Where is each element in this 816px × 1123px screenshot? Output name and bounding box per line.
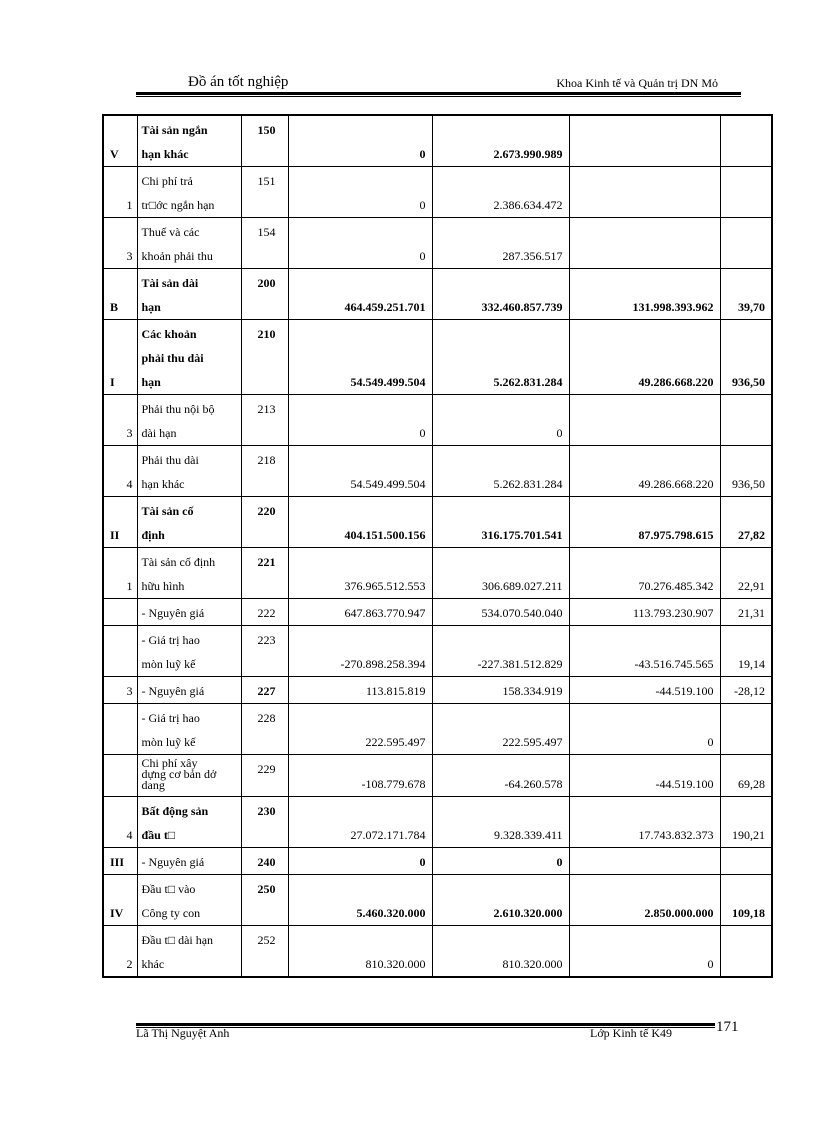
value-c4: 21,31	[720, 599, 772, 626]
row-label-line: Phải thu nội bộ	[141, 402, 215, 416]
row-index: 2	[103, 926, 137, 978]
value-c2: 158.334.919	[432, 677, 569, 704]
row-code: 150	[241, 115, 288, 167]
value-c3: 49.286.668.220	[569, 446, 720, 497]
value-c1: 27.072.171.784	[288, 797, 432, 848]
row-label	[137, 677, 241, 704]
row-code: 210	[241, 320, 288, 395]
value-c4	[720, 926, 772, 978]
row-code: 200	[241, 269, 288, 320]
value-c4	[720, 848, 772, 875]
table-row	[103, 218, 772, 269]
value-c3: -43.516.745.565	[569, 626, 720, 677]
table-row	[103, 548, 772, 599]
value-c4	[720, 218, 772, 269]
row-label-line: Phải thu dài	[141, 453, 199, 467]
row-code: 230	[241, 797, 288, 848]
row-code: 229	[241, 755, 288, 797]
row-label-line: - Giá trị hao	[141, 711, 200, 725]
row-label-line: Tài sản dài	[141, 276, 199, 290]
value-c2: 810.320.000	[432, 926, 569, 978]
value-c4: 109,18	[720, 875, 772, 926]
row-label-line: khác	[141, 957, 165, 971]
value-c3: 113.793.230.907	[569, 599, 720, 626]
row-label-line: dựng cơ bản dở	[141, 767, 217, 781]
table-row	[103, 115, 772, 167]
value-c2: -227.381.512.829	[432, 626, 569, 677]
value-c3: 49.286.668.220	[569, 320, 720, 395]
value-c2: 5.262.831.284	[432, 446, 569, 497]
row-label-line: hạn	[141, 300, 161, 314]
row-index: IV	[103, 875, 137, 926]
row-label	[137, 926, 241, 978]
row-label-line: dang	[141, 778, 165, 792]
value-c3	[569, 115, 720, 167]
value-c4: 39,70	[720, 269, 772, 320]
row-label-line: Chi phí trả	[141, 174, 193, 188]
page-header	[136, 72, 740, 92]
row-index: 3	[103, 395, 137, 446]
value-c1: 0	[288, 848, 432, 875]
row-label-line: Đầu t□ vào	[141, 882, 196, 896]
row-label	[137, 269, 241, 320]
row-label	[137, 755, 241, 797]
row-label-line: Các khoản	[141, 327, 197, 341]
row-code: 154	[241, 218, 288, 269]
value-c3: 87.975.798.615	[569, 497, 720, 548]
row-index	[103, 755, 137, 797]
row-label-line: khoản phải thu	[141, 249, 213, 263]
row-code: 151	[241, 167, 288, 218]
row-index	[103, 626, 137, 677]
value-c4: 19,14	[720, 626, 772, 677]
row-label-line: mòn luỹ kế	[141, 735, 196, 749]
row-label-line: Thuế và các	[141, 225, 200, 239]
value-c1: 647.863.770.947	[288, 599, 432, 626]
header-title: Đồ án tốt nghiệp	[188, 74, 289, 90]
value-c1: 376.965.512.553	[288, 548, 432, 599]
row-index: B	[103, 269, 137, 320]
row-label-line: Tài sản cố	[141, 504, 194, 518]
value-c1: 54.549.499.504	[288, 446, 432, 497]
row-index: III	[103, 848, 137, 875]
value-c3	[569, 848, 720, 875]
value-c2: 306.689.027.211	[432, 548, 569, 599]
row-label	[137, 599, 241, 626]
row-label-line: dài hạn	[141, 426, 177, 440]
header-department: Khoa Kinh tế và Quản trị DN Mỏ	[556, 76, 718, 90]
row-label	[137, 115, 241, 167]
value-c1: 810.320.000	[288, 926, 432, 978]
table-row	[103, 926, 772, 978]
row-code: 218	[241, 446, 288, 497]
row-index: 4	[103, 446, 137, 497]
value-c1: -270.898.258.394	[288, 626, 432, 677]
value-c2: 2.386.634.472	[432, 167, 569, 218]
value-c4: 27,82	[720, 497, 772, 548]
row-label	[137, 446, 241, 497]
value-c2: 0	[432, 395, 569, 446]
value-c1: 222.595.497	[288, 704, 432, 755]
value-c4: 936,50	[720, 446, 772, 497]
row-label	[137, 797, 241, 848]
table-row	[103, 395, 772, 446]
row-label-line: đầu t□	[141, 828, 176, 842]
value-c3: 131.998.393.962	[569, 269, 720, 320]
value-c4	[720, 167, 772, 218]
table-row	[103, 626, 772, 677]
table-row	[103, 755, 772, 797]
table-row	[103, 848, 772, 875]
value-c2: 2.610.320.000	[432, 875, 569, 926]
row-label-line: Bất động sản	[141, 804, 209, 818]
value-c3: 2.850.000.000	[569, 875, 720, 926]
table-row	[103, 704, 772, 755]
row-label-line: tr□ớc ngắn hạn	[141, 198, 215, 212]
value-c1: 464.459.251.701	[288, 269, 432, 320]
value-c1: 0	[288, 167, 432, 218]
row-label	[137, 548, 241, 599]
row-label	[137, 218, 241, 269]
row-code: 252	[241, 926, 288, 978]
value-c4: 22,91	[720, 548, 772, 599]
row-code: 228	[241, 704, 288, 755]
table-row	[103, 875, 772, 926]
value-c3	[569, 218, 720, 269]
value-c3	[569, 167, 720, 218]
row-label-line: Chi phí xây	[141, 756, 198, 770]
table-row	[103, 167, 772, 218]
value-c4: 69,28	[720, 755, 772, 797]
row-index: I	[103, 320, 137, 395]
row-label-line: - Nguyên giá	[141, 606, 205, 620]
value-c2: 332.460.857.739	[432, 269, 569, 320]
value-c4: 936,50	[720, 320, 772, 395]
value-c3: -44.519.100	[569, 677, 720, 704]
row-label	[137, 848, 241, 875]
table-row	[103, 446, 772, 497]
table-row	[103, 269, 772, 320]
value-c1: 54.549.499.504	[288, 320, 432, 395]
row-index: V	[103, 115, 137, 167]
row-label-line: mòn luỹ kế	[141, 657, 196, 671]
row-label-line: Tài sản ngắn	[141, 123, 208, 137]
row-label-line: - Nguyên giá	[141, 684, 205, 698]
value-c1: 404.151.500.156	[288, 497, 432, 548]
header-rule-thick	[136, 92, 741, 95]
value-c1: 0	[288, 218, 432, 269]
value-c4	[720, 395, 772, 446]
row-index: 3	[103, 677, 137, 704]
page-number: 171	[716, 1019, 739, 1035]
row-label-line: - Nguyên giá	[141, 855, 205, 869]
value-c3: 0	[569, 704, 720, 755]
value-c3: 0	[569, 926, 720, 978]
row-code: 222	[241, 599, 288, 626]
balance-sheet-table	[102, 114, 773, 978]
footer-class: Lớp Kinh tế K49	[590, 1026, 673, 1040]
value-c4	[720, 115, 772, 167]
row-label	[137, 167, 241, 218]
value-c4: 190,21	[720, 797, 772, 848]
value-c1: 0	[288, 395, 432, 446]
row-index	[103, 599, 137, 626]
value-c2: 534.070.540.040	[432, 599, 569, 626]
table-row	[103, 599, 772, 626]
row-code: 223	[241, 626, 288, 677]
table-row	[103, 320, 772, 395]
value-c2: 287.356.517	[432, 218, 569, 269]
value-c2: 2.673.990.989	[432, 115, 569, 167]
row-code: 221	[241, 548, 288, 599]
value-c3: -44.519.100	[569, 755, 720, 797]
value-c3	[569, 395, 720, 446]
footer-author: Lã Thị Nguyệt Anh	[136, 1026, 230, 1040]
row-label-line: - Giá trị hao	[141, 633, 200, 647]
row-code: 250	[241, 875, 288, 926]
row-index: 1	[103, 167, 137, 218]
row-index: II	[103, 497, 137, 548]
value-c1: 5.460.320.000	[288, 875, 432, 926]
row-label-line: định	[141, 528, 165, 542]
row-label	[137, 395, 241, 446]
row-label-line: Công ty con	[141, 906, 201, 920]
value-c2: 0	[432, 848, 569, 875]
row-label-line: hạn khác	[141, 477, 185, 491]
row-label-line: Đầu t□ dài hạn	[141, 933, 214, 947]
row-label	[137, 497, 241, 548]
row-label	[137, 320, 241, 395]
row-index: 3	[103, 218, 137, 269]
row-index: 4	[103, 797, 137, 848]
row-code: 227	[241, 677, 288, 704]
row-label-line: Tài sản cố định	[141, 555, 216, 569]
value-c1: -108.779.678	[288, 755, 432, 797]
row-code: 240	[241, 848, 288, 875]
value-c2: 9.328.339.411	[432, 797, 569, 848]
value-c4: -28,12	[720, 677, 772, 704]
value-c2: 222.595.497	[432, 704, 569, 755]
row-label	[137, 704, 241, 755]
row-label-line: hạn khác	[141, 147, 189, 161]
row-label-line: hạn	[141, 375, 161, 389]
row-label-line: phải thu dài	[141, 351, 204, 365]
row-index	[103, 704, 137, 755]
row-label	[137, 626, 241, 677]
value-c3: 17.743.832.373	[569, 797, 720, 848]
value-c4	[720, 704, 772, 755]
row-code: 213	[241, 395, 288, 446]
header-rule-thin	[136, 96, 741, 97]
value-c2: 316.175.701.541	[432, 497, 569, 548]
table-row	[103, 677, 772, 704]
value-c3: 70.276.485.342	[569, 548, 720, 599]
table-row	[103, 497, 772, 548]
value-c1: 113.815.819	[288, 677, 432, 704]
row-code: 220	[241, 497, 288, 548]
value-c2: 5.262.831.284	[432, 320, 569, 395]
value-c1: 0	[288, 115, 432, 167]
table-row	[103, 797, 772, 848]
row-index: 1	[103, 548, 137, 599]
row-label	[137, 875, 241, 926]
value-c2: -64.260.578	[432, 755, 569, 797]
row-label-line: hữu hình	[141, 579, 185, 593]
